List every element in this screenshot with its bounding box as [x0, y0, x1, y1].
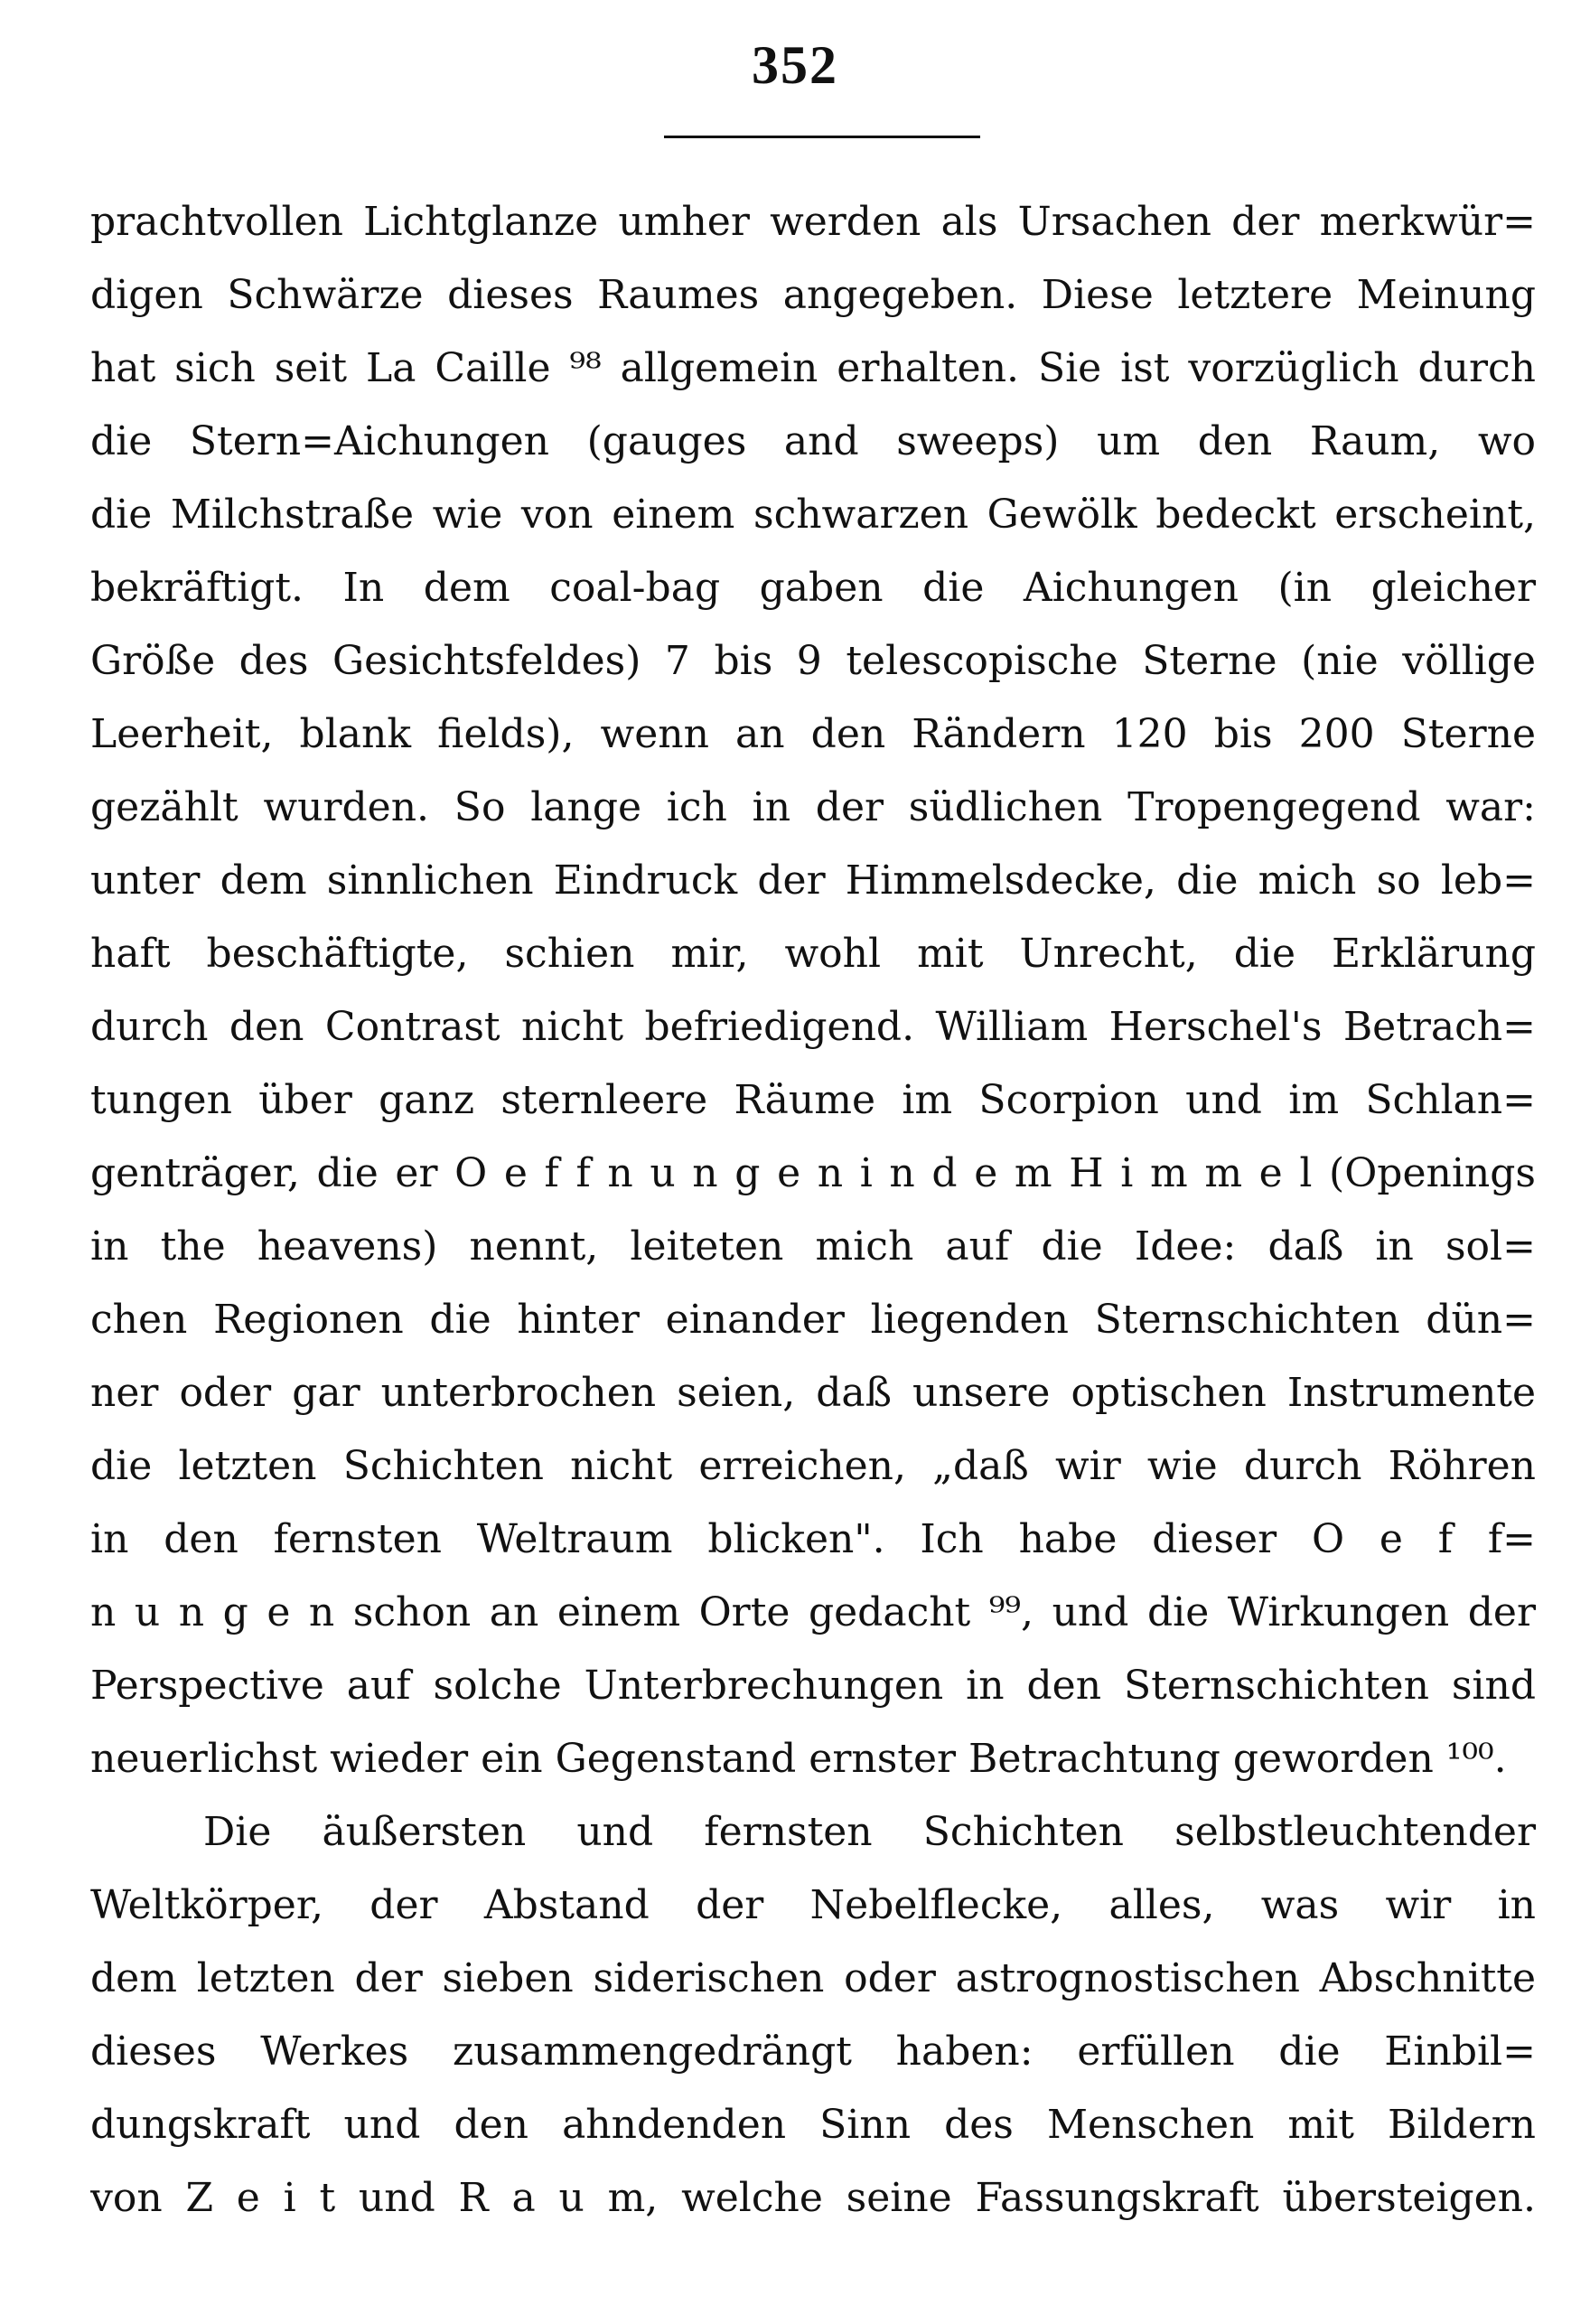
text-line: hat sich seit La Caille ⁹⁸ allgemein erhalten. Sie ist vorzüglich durch [90, 345, 1536, 391]
text-line: Weltkörper, der Abstand der Nebelflecke, alles, was wir in [90, 1882, 1536, 1928]
text-line: in the heavens) nennt, leiteten mich auf die Idee: daß in sol= [90, 1223, 1536, 1270]
text-line: von Z e i t und R a u m, welche seine Fassungskraft übersteigen. [90, 2175, 1536, 2221]
text-line: dungskraft und den ahndenden Sinn des Menschen mit Bildern [90, 2102, 1536, 2148]
text-line: durch den Contrast nicht befriedigend. William Herschel's Betrach= [90, 1004, 1536, 1050]
text-line: gezählt wurden. So lange ich in der südlichen Tropengegend war: [90, 784, 1536, 830]
text-line: in den fernsten Weltraum blicken". Ich habe dieser O e f f= [90, 1516, 1536, 1562]
text-line: haft beschäftigte, schien mir, wohl mit Unrecht, die Erklärung [90, 931, 1536, 977]
body-text [90, 185, 1536, 2235]
text-line: tungen über ganz sternleere Räume im Scorpion und im Schlan= [90, 1077, 1536, 1123]
text-line: n u n g e n schon an einem Orte gedacht ⁹⁹, und die Wirkungen der [90, 1589, 1536, 1635]
text-line: die letzten Schichten nicht erreichen, „daß wir wie durch Röhren [90, 1443, 1536, 1489]
text-line: ner oder gar unterbrochen seien, daß unsere optischen Instrumente [90, 1370, 1536, 1416]
text-line: unter dem sinnlichen Eindruck der Himmelsdecke, die mich so leb= [90, 857, 1536, 904]
text-line: Leerheit, blank fields), wenn an den Rändern 120 bis 200 Sterne [90, 711, 1536, 757]
header-rule [664, 136, 980, 138]
text-line: die Milchstraße wie von einem schwarzen Gewölk bedeckt erscheint, [90, 492, 1536, 538]
text-line: Größe des Gesichtsfeldes) 7 bis 9 telescopische Sterne (nie völlige [90, 638, 1536, 684]
paragraph-first-line: Die äußersten und fernsten Schichten selbstleuchtender [203, 1809, 1536, 1855]
text-line: prachtvollen Lichtglanze umher werden als Ursachen der merkwür= [90, 199, 1536, 245]
text-line: die Stern=Aichungen (gauges and sweeps) um den Raum, wo [90, 418, 1536, 464]
text-line: bekräftigt. In dem coal-bag gaben die Aichungen (in gleicher [90, 565, 1536, 611]
text-line: genträger, die er O e f f n u n g e n i n d e m H i m m e l (Openings [90, 1150, 1536, 1196]
text-line: neuerlichst wieder ein Gegenstand ernster Betrachtung geworden ¹⁰⁰. [90, 1736, 1507, 1782]
text-line: digen Schwärze dieses Raumes angegeben. Diese letztere Meinung [90, 272, 1536, 318]
text-line: dieses Werkes zusammengedrängt haben: erfüllen die Einbil= [90, 2029, 1536, 2075]
text-line: chen Regionen die hinter einander liegenden Sternschichten dün= [90, 1297, 1536, 1343]
text-line: dem letzten der sieben siderischen oder astrognostischen Abschnitte [90, 1955, 1536, 2001]
page-number: 352 [752, 35, 838, 95]
text-line: Perspective auf solche Unterbrechungen in den Sternschichten sind [90, 1663, 1536, 1709]
